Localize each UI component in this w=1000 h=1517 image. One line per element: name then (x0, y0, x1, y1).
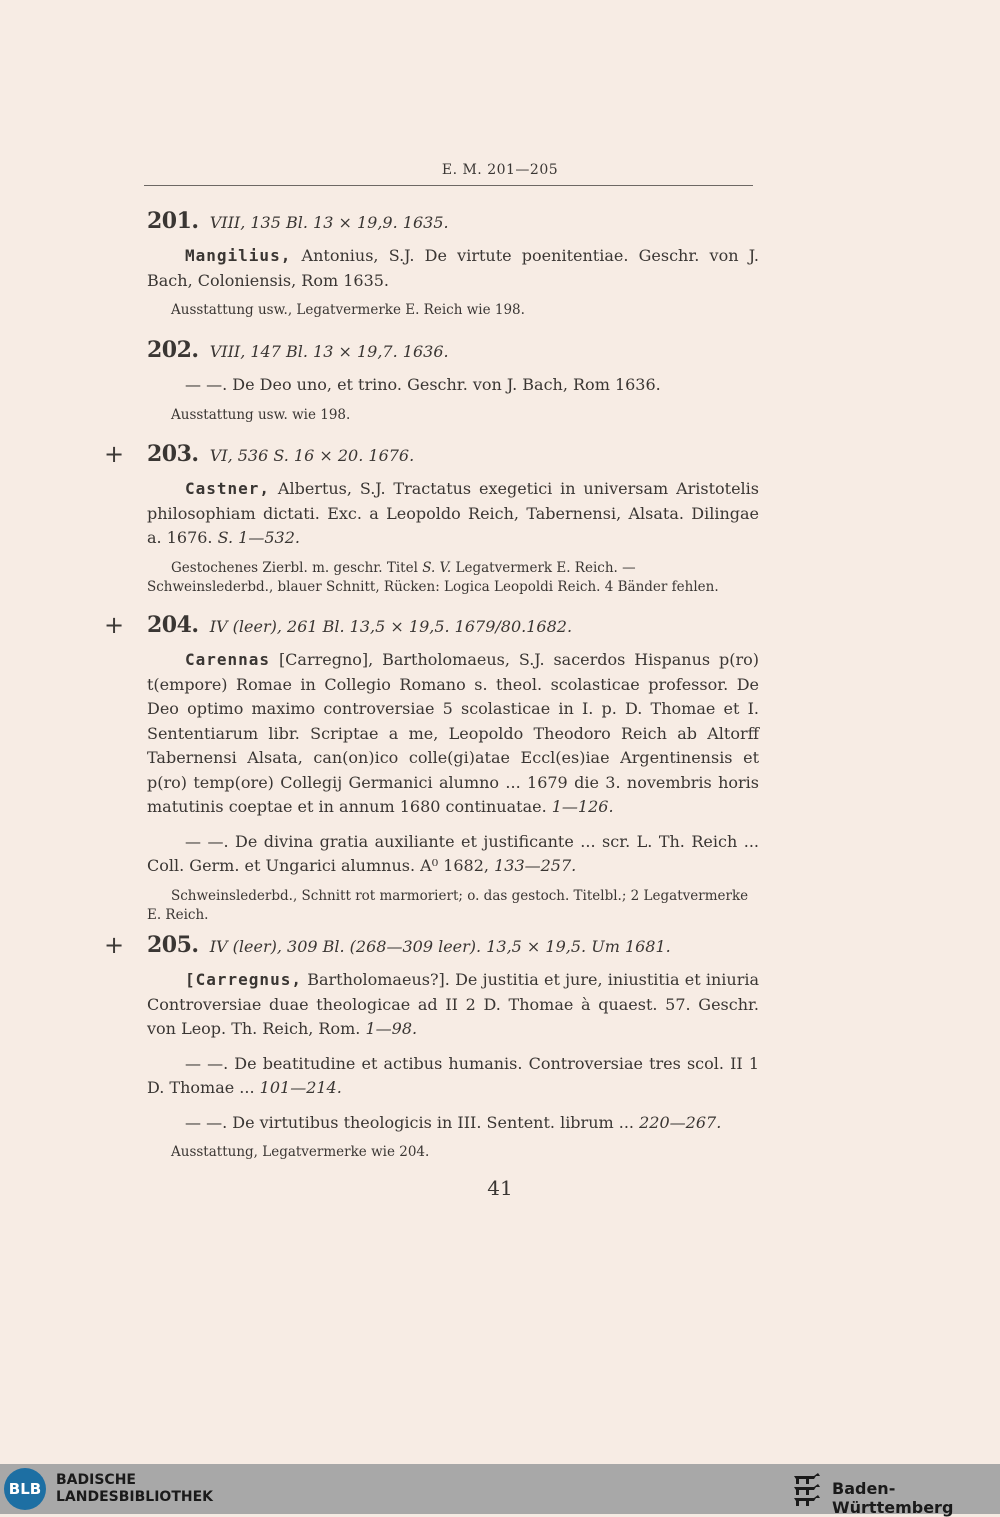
entry-description: Castner, Albertus, S.J. Tractatus exegetici in universam Aristotelis philosophiam dictati. Exc. a Leopoldo Reich, Tabernensi, Alsata. Dilingae a. 1676. S. 1—532. (147, 479, 759, 547)
entry-description: Carennas [Carregno], Bartholomaeus, S.J. sacerdos Hispanus p(ro) t(empore) Romae in Collegio Romano s. theol. scolasticae professor. De Deo optimo maximo controversiae 5 scolasticae in I. p. D. Thomae et I. Sententiarum libr. Scriptae a me, Leopoldo Theodoro Reich ab Altorff Tabernensi Alsata, can(on)ico colle(gi)atae Eccl(es)iae Argentinensis et p(ro) temp(ore) Collegij Germanici alumno ... 1679 die 3. novembris horis matutinis coeptae et in annum 1680 continuatae. 1—126. (147, 650, 759, 816)
coat-of-arms-icon (790, 1470, 826, 1508)
plus-marker: + (104, 931, 125, 959)
running-head: E. M. 201—205 (441, 162, 559, 178)
entry-number: 201. (147, 208, 199, 234)
plus-marker: + (104, 440, 125, 468)
entry-number: 205. (147, 932, 199, 958)
entry-number: 202. (147, 337, 199, 363)
entry-note: Ausstattung usw. wie 198. (171, 406, 351, 423)
author-name: Carennas (185, 650, 271, 669)
entry-note: Gestochenes Zierbl. m. geschr. Titel S. V. Legatvermerk E. Reich. — Schweinslederbd., blauer Schnitt, Rücken: Logica Leopoldi Reich. 4 Bänder fehlen. (147, 559, 719, 595)
author-name: [Carregnus, (185, 970, 302, 989)
entry-description: [Carregnus, Bartholomaeus?]. De justitia et jure, iniustitia et iniuria Controversiae duae theologicae ad II 2 D. Thomae à quaest. 57. Geschr. von Leop. Th. Reich, Rom. 1—98. (147, 970, 759, 1038)
entry-note: Ausstattung, Legatvermerke wie 204. (171, 1144, 430, 1160)
entry-number: 203. (147, 441, 199, 467)
author-name: Mangilius, (185, 246, 292, 265)
entry-description: — —. De Deo uno, et trino. Geschr. von J. Bach, Rom 1636. (185, 375, 661, 394)
entry-collation: IV (leer), 261 Bl. 13,5 × 19,5. 1679/80.1682. (209, 617, 573, 636)
library-name[interactable]: BADISCHE LANDESBIBLIOTHEK (56, 1472, 214, 1505)
catalog-entry-201 (147, 210, 759, 320)
plus-marker: + (104, 611, 125, 639)
entry-note: Schweinslederbd., Schnitt rot marmoriert; o. das gestoch. Titelbl.; 2 Legatvermerke E. Reich. (147, 887, 749, 923)
entry-description: — —. De virtutibus theologicis in III. Sentent. librum ... 220—267. (185, 1112, 722, 1132)
state-name[interactable]: Baden-Württemberg (832, 1479, 954, 1517)
header-rule (144, 185, 753, 186)
footer-bar (0, 1464, 1000, 1517)
entry-description: — —. De beatitudine et actibus humanis. Controversiae tres scol. II 1 D. Thomae ... 101—214. (147, 1053, 759, 1097)
author-name: Castner, (185, 479, 271, 498)
catalog-entry-202 (147, 339, 759, 425)
entry-number: 204. (147, 612, 199, 638)
blb-logo-icon[interactable]: BLB (4, 1468, 46, 1510)
catalog-entry-203 (147, 443, 759, 597)
entry-description: — —. De divina gratia auxiliante et justificante ... scr. L. Th. Reich ... Coll. Germ. et Ungarici alumnus. A⁰ 1682, 133—257. (147, 831, 759, 875)
entry-note: Ausstattung usw., Legatvermerke E. Reich wie 198. (171, 302, 525, 318)
entry-collation: IV (leer), 309 Bl. (268—309 leer). 13,5 × 19,5. Um 1681. (209, 937, 671, 956)
entry-collation: VI, 536 S. 16 × 20. 1676. (209, 446, 415, 465)
catalog-entry-204 (147, 614, 759, 925)
entry-description: Mangilius, Antonius, S.J. De virtute poenitentiae. Geschr. von J. Bach, Coloniensis, Rom 1635. (147, 246, 759, 290)
page-number: 41 (487, 1176, 513, 1200)
entry-collation: VIII, 135 Bl. 13 × 19,9. 1635. (209, 213, 449, 232)
catalog-entry-205 (147, 934, 759, 1162)
entry-collation: VIII, 147 Bl. 13 × 19,7. 1636. (209, 342, 449, 361)
